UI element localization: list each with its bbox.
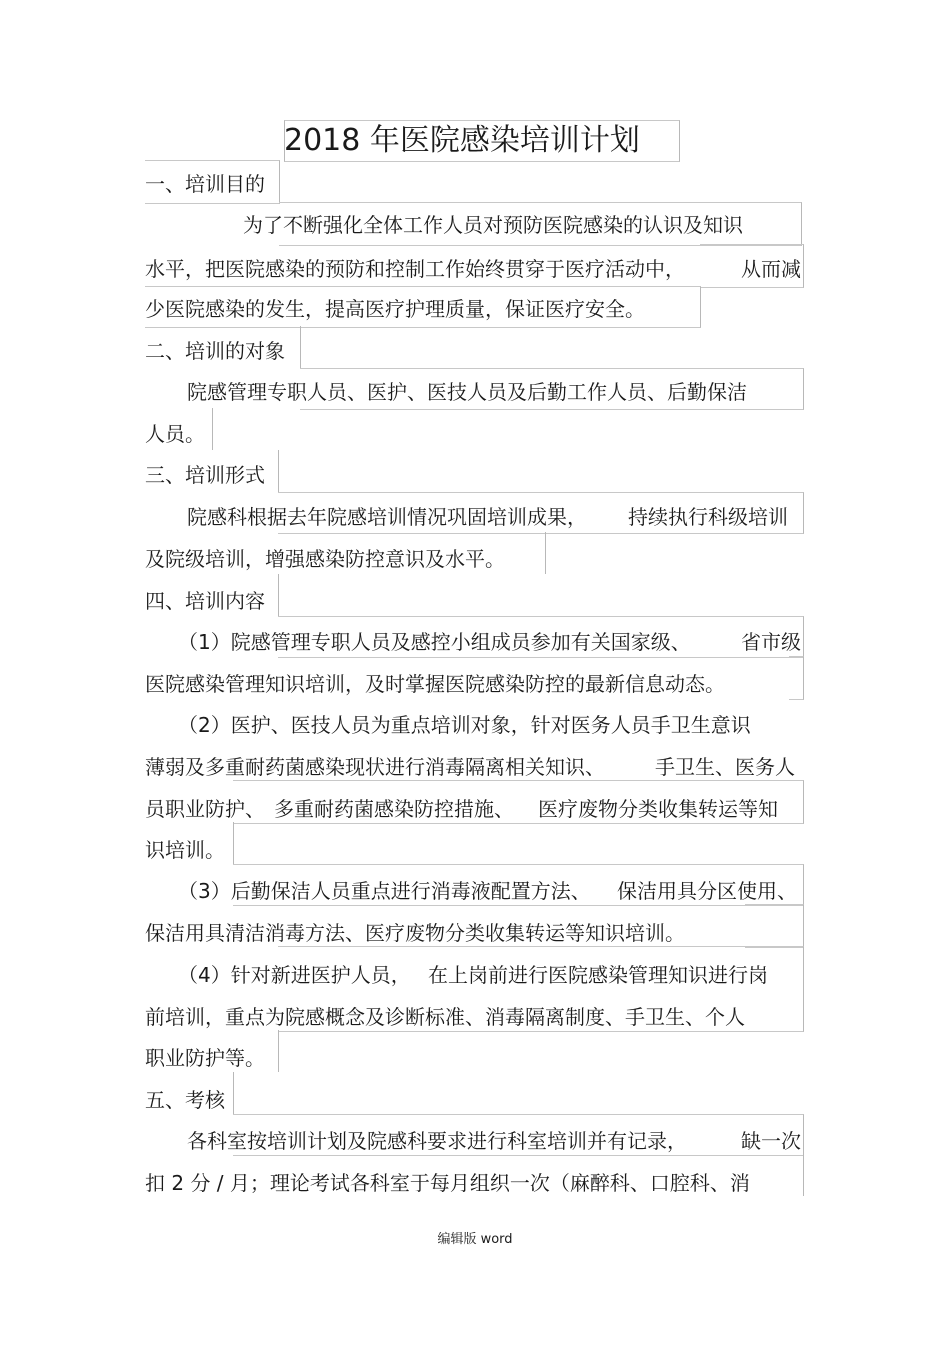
paragraph-line: 保洁用具清洁消毒方法、医疗废物分类收集转运等知识培训。 (145, 921, 685, 945)
text-box-outline (233, 1072, 234, 1114)
paragraph-line: 在上岗前进行医院感染管理知识进行岗 (428, 963, 768, 987)
paragraph-line: （4）针对新进医护人员， (178, 963, 411, 987)
document-title: 2018 年医院感染培训计划 (284, 123, 640, 158)
paragraph-line: 保洁用具分区使用、 (617, 879, 797, 903)
text-box-outline (789, 656, 804, 700)
text-box-outline (212, 408, 213, 450)
paragraph-line: 及院级培训，增强感染防控意识及水平。 (145, 547, 505, 571)
paragraph-line: 职业防护等。 (145, 1046, 265, 1070)
paragraph-line: 扣 2 分 / 月；理论考试各科室于每月组织一次（麻醉科、口腔科、消 (145, 1171, 750, 1195)
paragraph-line: 从而减 (741, 257, 801, 281)
section-heading: 四、培训内容 (145, 589, 265, 613)
paragraph-line: 持续执行科级培训 (628, 505, 788, 529)
paragraph-line: （3）后勤保洁人员重点进行消毒液配置方法、 (178, 879, 591, 903)
paragraph-line: （2）医护、医技人员为重点培训对象，针对医务人员手卫生意识 (178, 713, 751, 737)
paragraph-line: 为了不断强化全体工作人员对预防医院感染的认识及知识 (243, 213, 743, 237)
paragraph-line: 水平，把医院感染的预防和控制工作始终贯穿于医疗活动中， (145, 257, 685, 281)
section-heading: 五、考核 (145, 1088, 225, 1112)
paragraph-line: 薄弱及多重耐药菌感染现状进行消毒隔离相关知识、 (145, 755, 605, 779)
paragraph-line: 多重耐药菌感染防控措施、 (274, 797, 514, 821)
text-box-outline (745, 904, 804, 948)
paragraph-line: 少医院感染的发生，提高医疗护理质量，保证医疗安全。 (145, 297, 645, 321)
paragraph-line: 前培训，重点为院感概念及诊断标准、消毒隔离制度、手卫生、个人 (145, 1005, 745, 1029)
paragraph-line: 各科室按培训计划及院感科要求进行科室培训并有记录， (187, 1129, 687, 1153)
text-box-outline (803, 1154, 804, 1196)
paragraph-line: 人员。 (145, 422, 205, 446)
paragraph-line: 识培训。 (145, 838, 225, 862)
paragraph-line: 医院感染管理知识培训，及时掌握医院感染防控的最新信息动态。 (145, 672, 725, 696)
text-box-outline (278, 450, 279, 492)
section-heading: 一、培训目的 (145, 172, 265, 196)
paragraph-line: 员职业防护、 (145, 797, 265, 821)
text-box-outline (233, 822, 234, 864)
text-box-outline (300, 326, 301, 368)
paragraph-line: 医疗废物分类收集转运等知 (538, 797, 778, 821)
paragraph-line: 缺一次 (741, 1129, 801, 1153)
paragraph-line: 院感管理专职人员、医护、医技人员及后勤工作人员、后勤保洁 (187, 380, 747, 404)
page-footer: 编辑版 word (437, 1232, 513, 1247)
paragraph-line: 省市级 (741, 630, 801, 654)
paragraph-line: （1）院感管理专职人员及感控小组成员参加有关国家级、 (178, 630, 691, 654)
section-heading: 三、培训形式 (145, 463, 265, 487)
text-box-outline (545, 532, 546, 574)
paragraph-line: 院感科根据去年院感培训情况巩固培训成果， (187, 505, 587, 529)
paragraph-line: 手卫生、医务人 (655, 755, 795, 779)
section-heading: 二、培训的对象 (145, 339, 285, 363)
text-box-outline (278, 574, 279, 616)
text-box-outline (278, 1030, 279, 1072)
